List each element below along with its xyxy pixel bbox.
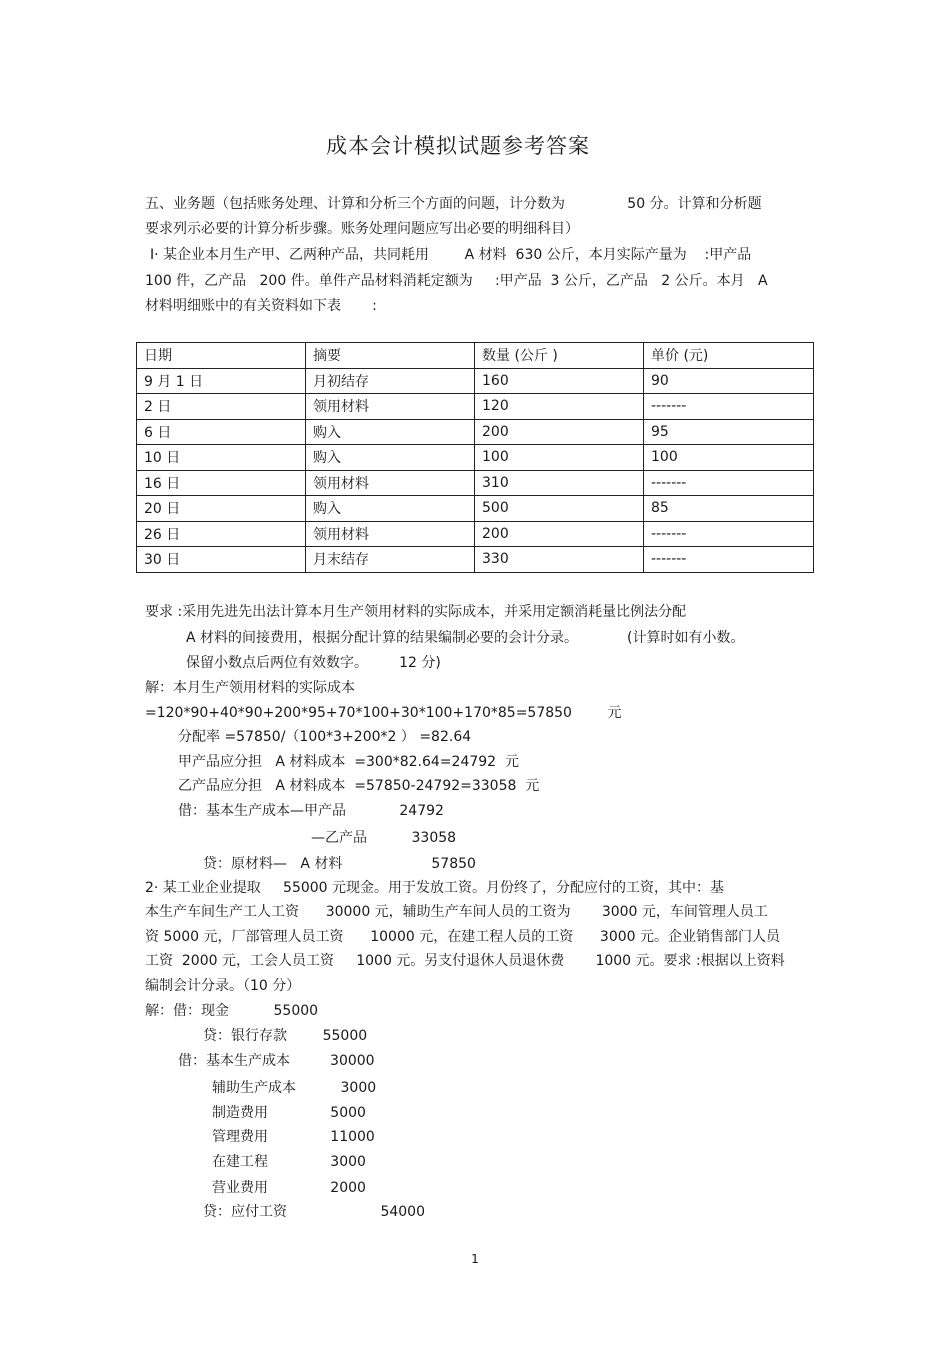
cell-quantity: 500 (475, 496, 644, 522)
table-row (137, 521, 814, 547)
q2-solution-2: 贷：银行存款 55000 (203, 1028, 368, 1044)
table-row (137, 470, 814, 496)
cell-quantity: 120 (475, 394, 644, 420)
cell-unit-price: ------- (644, 394, 814, 420)
q1-solution-2: =120*90+40*90+200*95+70*100+30*100+170*85=57850 元 (145, 705, 622, 721)
header-unit-price: 单价 (元) (644, 343, 814, 369)
q2-line-5: 编制会计分录。（10 分） (145, 978, 301, 994)
cell-unit-price: 90 (644, 368, 814, 394)
q2-solution-6: 管理费用 11000 (212, 1129, 375, 1145)
q2-solution-7: 在建工程 3000 (212, 1154, 366, 1170)
intro-line-2: 要求列示必要的计算分析步骤。账务处理问题应写出必要的明细科目） (145, 221, 579, 237)
table-row (137, 419, 814, 445)
table-row (137, 394, 814, 420)
cell-quantity: 200 (475, 521, 644, 547)
q1-requirement-3: 保留小数点后两位有效数字。 12 分) (186, 655, 441, 671)
q2-line-4: 工资 2000 元，工会人员工资 1000 元。另支付退休人员退休费 1000 元。要求 :根据以上资料 (145, 953, 785, 969)
cell-date: 26 日 (137, 521, 306, 547)
q1-solution-8: 贷：原材料— A 材料 57850 (203, 856, 476, 872)
q1-line-3: 材料明细账中的有关资料如下表 : (145, 298, 377, 314)
cell-unit-price: ------- (644, 470, 814, 496)
cell-summary: 购入 (306, 445, 475, 471)
document-title: 成本会计模拟试题参考答案 (326, 134, 590, 158)
cell-quantity: 330 (475, 547, 644, 573)
cell-date: 20 日 (137, 496, 306, 522)
q1-solution-3: 分配率 =57850/（100*3+200*2 ） =82.64 (178, 729, 472, 745)
q2-line-2: 本生产车间生产工人工资 30000 元，辅助生产车间人员的工资为 3000 元，车间管理人员工 (145, 904, 768, 920)
cell-unit-price: ------- (644, 547, 814, 573)
header-quantity: 数量 (公斤 ) (475, 343, 644, 369)
cell-unit-price: ------- (644, 521, 814, 547)
cell-summary: 购入 (306, 496, 475, 522)
table-row (137, 496, 814, 522)
cell-summary: 购入 (306, 419, 475, 445)
q1-solution-1: 解：本月生产领用材料的实际成本 (145, 680, 355, 696)
cell-summary: 领用材料 (306, 521, 475, 547)
q2-solution-3: 借：基本生产成本 30000 (178, 1053, 375, 1069)
cell-summary: 领用材料 (306, 394, 475, 420)
q1-requirement-2: A 材料的间接费用，根据分配计算的结果编制必要的会计分录。 (计算时如有小数。 (186, 630, 745, 646)
intro-line-1: 五、业务题（包括账务处理、计算和分析三个方面的问题，计分数为 50 分。计算和分析题 (145, 196, 762, 212)
cell-quantity: 100 (475, 445, 644, 471)
cell-date: 2 日 (137, 394, 306, 420)
q1-solution-5: 乙产品应分担 A 材料成本 =57850-24792=33058 元 (178, 778, 540, 794)
cell-date: 6 日 (137, 419, 306, 445)
q2-solution-9: 贷：应付工资 54000 (203, 1204, 425, 1220)
cell-date: 9 月 1 日 (137, 368, 306, 394)
cell-summary: 领用材料 (306, 470, 475, 496)
header-summary: 摘要 (306, 343, 475, 369)
q1-solution-6: 借：基本生产成本—甲产品 24792 (178, 803, 444, 819)
table-row (137, 368, 814, 394)
cell-summary: 月末结存 (306, 547, 475, 573)
q1-solution-4: 甲产品应分担 A 材料成本 =300*82.64=24792 元 (178, 754, 519, 770)
q2-solution-8: 营业费用 2000 (212, 1180, 366, 1196)
q2-line-3: 资 5000 元，厂部管理人员工资 10000 元，在建工程人员的工资 3000 元。企业销售部门人员 (145, 929, 780, 945)
cell-quantity: 160 (475, 368, 644, 394)
q2-line-1: 2· 某工业企业提取 55000 元现金。用于发放工资。月份终了，分配应付的工资，其中：基 (145, 880, 725, 896)
q2-solution-1: 解：借：现金 55000 (145, 1003, 319, 1019)
page-number: 1 (471, 1252, 479, 1266)
cell-date: 10 日 (137, 445, 306, 471)
cell-unit-price: 85 (644, 496, 814, 522)
cell-quantity: 200 (475, 419, 644, 445)
table-row (137, 547, 814, 573)
cell-quantity: 310 (475, 470, 644, 496)
q2-solution-4: 辅助生产成本 3000 (212, 1080, 377, 1096)
table-row (137, 445, 814, 471)
cell-unit-price: 95 (644, 419, 814, 445)
cell-unit-price: 100 (644, 445, 814, 471)
q1-solution-7: —乙产品 33058 (311, 830, 457, 846)
q1-line-2: 100 件，乙产品 200 件。单件产品材料消耗定额为 :甲产品 3 公斤，乙产品 2 公斤。本月 A (145, 273, 768, 289)
cell-date: 30 日 (137, 547, 306, 573)
cell-summary: 月初结存 (306, 368, 475, 394)
q2-solution-5: 制造费用 5000 (212, 1105, 366, 1121)
q1-line-1: I· 某企业本月生产甲、乙两种产品，共同耗用 A 材料 630 公斤，本月实际产量为 :甲产品 (150, 247, 752, 263)
cell-date: 16 日 (137, 470, 306, 496)
q1-requirement-1: 要求 :采用先进先出法计算本月生产领用材料的实际成本，并采用定额消耗量比例法分配 (145, 604, 687, 620)
material-ledger-table (136, 342, 814, 573)
header-date: 日期 (137, 343, 306, 369)
table-header-row (137, 343, 814, 369)
